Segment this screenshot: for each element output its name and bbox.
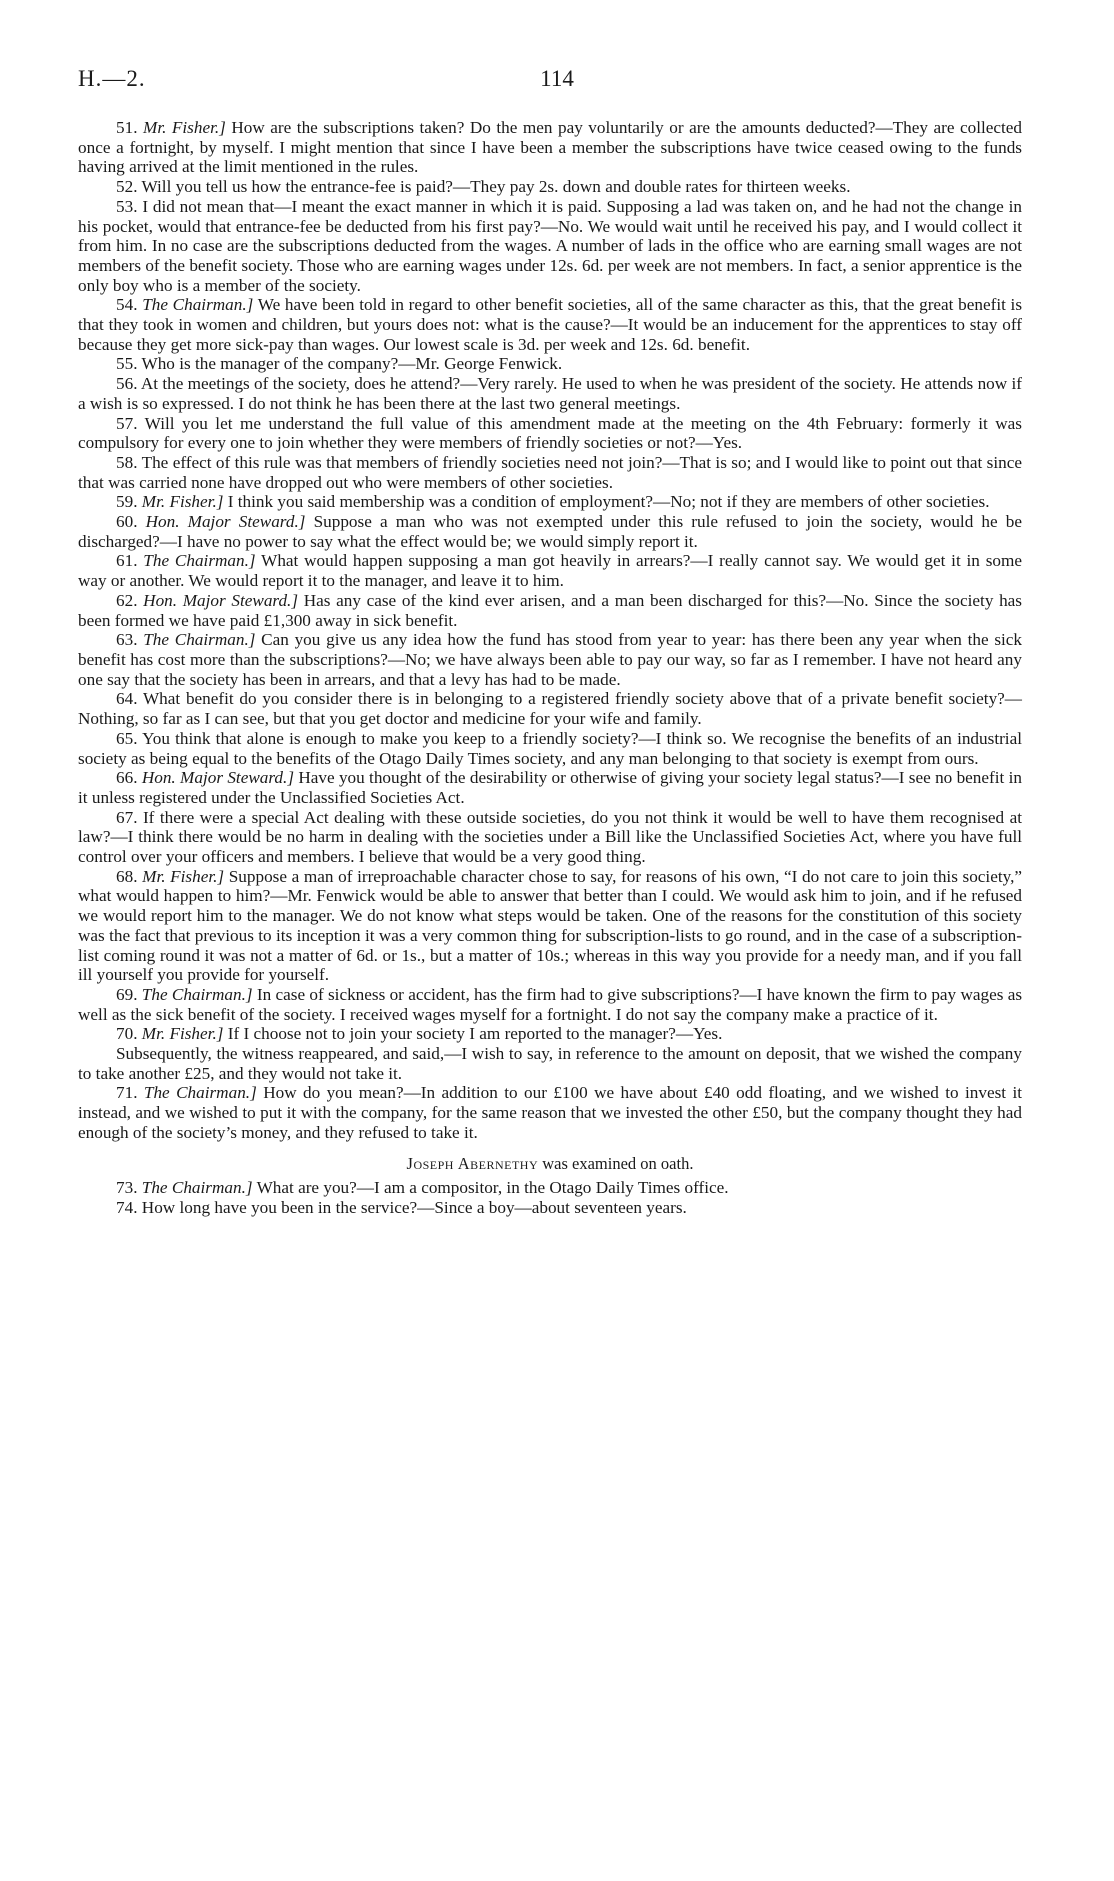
testimony-text: I did not mean that—I meant the exact manner in which it is paid. Supposing a lad was taken on, and he had not the change in his pocket, would that entrance-fee be deducted from his first pay?—No. We would wait until he received his pay, and I would collect it from him. In no case are the subscriptions deducted from the wages. A number of lads in the office who are earning small wages are not members of the benefit society. Those who are earning wages under 12s. 6d. per week are not members. In fact, a senior apprentice is the only boy who is a member of the society. <box>78 196 1022 295</box>
question-number: 67. <box>116 807 138 827</box>
question-paragraph <box>78 808 1022 867</box>
question-paragraph <box>78 1024 1022 1044</box>
question-number: 65. <box>116 728 138 748</box>
question-number: 66. <box>116 768 138 788</box>
testimony-text: Have you thought of the desirability or otherwise of giving your society legal status?—I see no benefit in it unless registered under the Unclassified Societies Act. <box>78 768 1022 807</box>
testimony-text: Subsequently, the witness reappeared, and said,—I wish to say, in reference to the amount on deposit, that we wished the company to take another £25, and they would not take it. <box>78 1044 1022 1083</box>
speaker-name: The Chairman.] <box>141 984 253 1004</box>
testimony-text: Will you tell us how the entrance-fee is paid?—They pay 2s. down and double rates for thirteen weeks. <box>141 177 851 197</box>
question-paragraph <box>78 768 1022 807</box>
speaker-name: Hon. Major Steward.] <box>141 768 295 788</box>
question-paragraph <box>78 118 1022 177</box>
question-paragraph <box>78 354 1022 374</box>
question-paragraph <box>78 867 1022 985</box>
testimony-text: In case of sickness or accident, has the firm had to give subscriptions?—I have known the firm to pay wages as well as the sick benefit of the society. I received wages myself for a fortnight. I do not say the company make a practice of it. <box>78 984 1023 1024</box>
question-number: 51. <box>116 118 138 137</box>
question-number: 69. <box>116 984 138 1004</box>
page-number: 114 <box>540 66 574 91</box>
question-paragraph <box>78 1083 1022 1142</box>
question-number: 61. <box>116 551 138 571</box>
question-paragraph <box>78 591 1022 630</box>
testimony-text: What are you?—I am a compositor, in the Otago Daily Times office. <box>256 1178 729 1198</box>
speaker-name: The Chairman.] <box>142 295 254 315</box>
document-code: H.—2. <box>78 66 146 91</box>
question-number: 54. <box>116 295 138 315</box>
question-paragraph <box>78 729 1022 768</box>
testimony-text: The effect of this rule was that members of friendly societies need not join?—That is so; and I would like to point out that since that was carried none have dropped out who were members of other societies. <box>78 452 1022 492</box>
question-number: 57. <box>116 413 138 433</box>
speaker-name: Hon. Major Steward.] <box>145 512 306 532</box>
testimony-text: If there were a special Act dealing with these outside societies, do you not think it would be well to have them recognised at law?—I think there would be no harm in dealing with the societies under a Bill like the Unclassified Societies Act, where you have full control over your officers and members. I believe that would be a very good thing. <box>78 807 1023 867</box>
testimony-text: If I choose not to join your society I am reported to the manager?—Yes. <box>227 1024 723 1044</box>
question-paragraph <box>78 374 1022 413</box>
question-number: 55. <box>116 354 138 374</box>
testimony-text: How do you mean?—In addition to our £100 we have about £40 odd floating, and we wished to invest it instead, and we wished to put it with the company, for the same reason that we invested the other £50, but the company thought they had enough of the society’s money, and they refused to take it. <box>78 1083 1023 1142</box>
witness-suffix: was examined on oath. <box>542 1153 694 1173</box>
testimony-text: Suppose a man of irreproachable character chose to say, for reasons of his own, “I do not care to join this society,” what would happen to him?—Mr. Fenwick would be able to answer that better than I could. We would ask him to join, and if he refused we would report him to the manager. We do not know what steps would be taken. One of the reasons for the constitution of this society was the fact that previous to its inception it was a very common thing for subscription-lists to go round, and in the case of a subscription-list coming round it was not a matter of 6d. or 1s., but a matter of 10s.; whereas in this way you provide for a needy man, and if you fall ill yourself you provide for yourself. <box>78 866 1023 985</box>
question-paragraph <box>78 1178 1022 1198</box>
question-number: 59. <box>116 492 138 512</box>
question-paragraph <box>78 295 1022 354</box>
question-paragraph <box>78 630 1022 689</box>
question-number: 73. <box>116 1178 138 1198</box>
speaker-name: Mr. Fisher.] <box>141 1024 224 1044</box>
witness-name: Joseph Abernethy <box>406 1153 539 1173</box>
question-number: 68. <box>116 866 138 886</box>
document-body <box>78 118 1022 1218</box>
testimony-text: Has any case of the kind ever arisen, and a man been discharged for this?—No. Since the society has been formed we have paid £1,300 away in sick benefit. <box>78 590 1023 630</box>
testimony-text: What benefit do you consider there is in belonging to a registered friendly society above that of a private benefit society?—Nothing, so far as I can see, but that you get doctor and medicine for your wife and family. <box>78 689 1022 729</box>
speaker-name: The Chairman.] <box>143 1083 257 1103</box>
speaker-name: Mr. Fisher.] <box>142 866 225 886</box>
question-paragraph <box>78 985 1022 1024</box>
testimony-text: You think that alone is enough to make you keep to a friendly society?—I think so. We recognise the benefits of an industrial society as being equal to the benefits of the Otago Daily Times society, and any man belonging to that society is exempt from ours. <box>78 728 1022 768</box>
testimony-text: What would happen supposing a man got heavily in arrears?—I really cannot say. We would get it in some way or another. We would report it to the manager, and leave it to him. <box>78 551 1022 591</box>
question-paragraph <box>78 197 1022 296</box>
speaker-name: Hon. Major Steward.] <box>143 590 299 610</box>
question-number: 70. <box>116 1024 138 1044</box>
question-number: 62. <box>116 590 138 610</box>
question-paragraph <box>78 1198 1022 1218</box>
testimony-text: We have been told in regard to other benefit societies, all of the same character as this, that the great benefit is that they took in women and children, but yours does not: what is the cause?—It would be an inducement for the apprentices to stay off because they get more sick-pay than wages. Our lowest scale is 3d. per week and 12s. 6d. benefit. <box>78 295 1023 354</box>
question-number: 53. <box>116 196 138 216</box>
testimony-text: Suppose a man who was not exempted under this rule refused to join the society, would he be discharged?—I have no power to say what the effect would be; we would simply report it. <box>78 512 1023 551</box>
witness-heading <box>78 1154 1022 1174</box>
question-number: 60. <box>116 512 138 532</box>
question-paragraph <box>78 689 1022 728</box>
testimony-text: Can you give us any idea how the fund has stood from year to year: has there been any year when the sick benefit has cost more than the subscriptions?—No; we have always been able to pay our way, so far as I remember. I have not heard any one say that the society has been in arrears, and that a levy has had to be made. <box>78 630 1022 689</box>
testimony-section-2 <box>78 1178 1022 1217</box>
question-number: 58. <box>116 452 138 472</box>
speaker-name: The Chairman.] <box>143 551 256 571</box>
question-number: 71. <box>116 1083 138 1103</box>
speaker-name: The Chairman.] <box>143 630 256 650</box>
question-paragraph <box>78 177 1022 197</box>
question-paragraph <box>78 551 1022 590</box>
question-number: 74. <box>116 1197 138 1217</box>
question-paragraph <box>78 414 1022 453</box>
question-number: 64. <box>116 689 138 709</box>
question-paragraph <box>78 492 1022 512</box>
testimony-section-1 <box>78 118 1022 1143</box>
testimony-text: Who is the manager of the company?—Mr. George Fenwick. <box>141 354 563 374</box>
speaker-name: Mr. Fisher.] <box>141 492 224 512</box>
testimony-text: I think you said membership was a condition of employment?—No; not if they are members of other societies. <box>227 492 990 512</box>
question-paragraph <box>78 512 1022 551</box>
page-header <box>78 66 1036 102</box>
testimony-text: At the meetings of the society, does he attend?—Very rarely. He used to when he was president of the society. He attends now if a wish is so expressed. I do not think he has been there at the last two general meetings. <box>78 374 1022 413</box>
speaker-name: Mr. Fisher.] <box>143 118 226 137</box>
testimony-text: Will you let me understand the full value of this amendment made at the meeting on the 4th February: formerly it was compulsory for every one to join whether they were members of friendly societies or not?—Yes. <box>78 413 1022 453</box>
speaker-name: The Chairman.] <box>141 1178 253 1198</box>
question-number: 63. <box>116 630 138 650</box>
testimony-text: How long have you been in the service?—Since a boy—about seventeen years. <box>141 1197 687 1217</box>
question-number: 52. <box>116 177 138 197</box>
testimony-text: How are the subscriptions taken? Do the men pay voluntarily or are the amounts deducted?—They are collected once a fortnight, by myself. I might mention that since I have been a member the subscriptions have twice ceased owing to the funds having arrived at the limit mentioned in the rules. <box>78 118 1022 177</box>
question-paragraph <box>78 1044 1022 1083</box>
question-paragraph <box>78 453 1022 492</box>
question-number: 56. <box>116 374 138 394</box>
